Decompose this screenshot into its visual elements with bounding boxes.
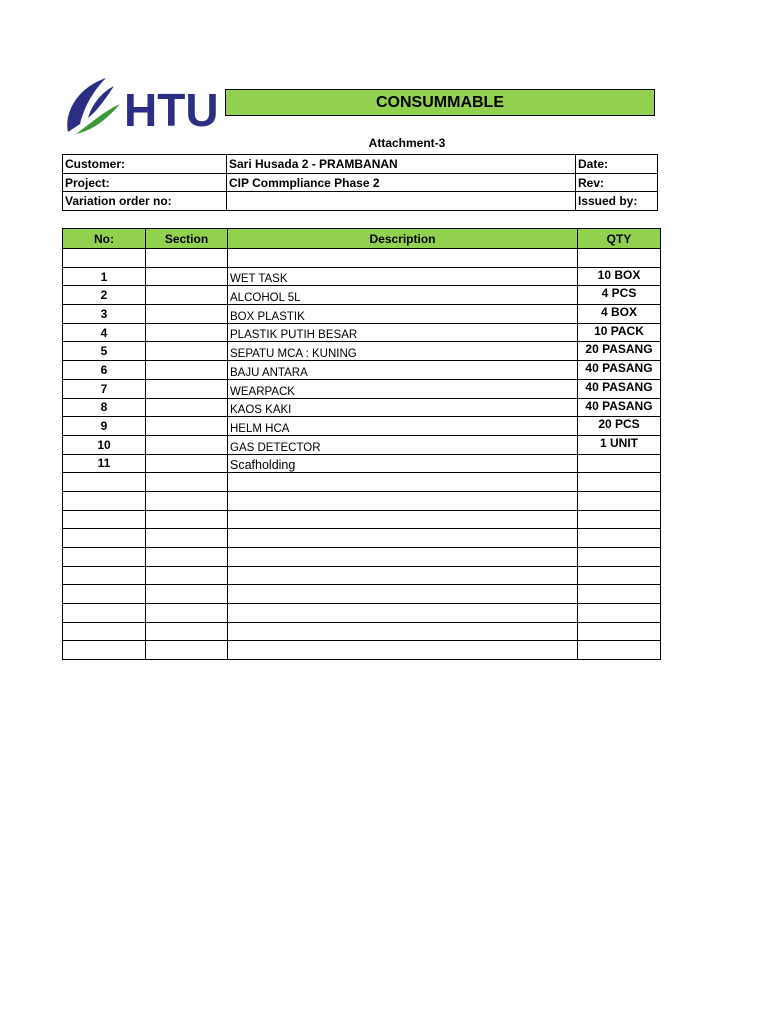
cell-no xyxy=(63,529,146,548)
table-row xyxy=(63,548,661,567)
table-row xyxy=(63,286,661,305)
cell-no xyxy=(63,585,146,604)
table-row xyxy=(63,435,661,454)
cell-section xyxy=(146,585,228,604)
cell-section xyxy=(146,323,228,342)
col-section: Section xyxy=(146,229,228,249)
cell-section xyxy=(146,417,228,436)
col-no: No: xyxy=(63,229,146,249)
cell-description xyxy=(228,249,578,268)
table-row xyxy=(63,379,661,398)
rev-label: Rev: xyxy=(576,173,658,192)
cell-qty xyxy=(578,454,661,473)
cell-description xyxy=(228,510,578,529)
cell-description xyxy=(228,641,578,660)
project-row xyxy=(63,173,658,192)
table-row xyxy=(63,417,661,436)
cell-qty xyxy=(578,548,661,567)
title-text: CONSUMMABLE xyxy=(376,93,504,111)
cell-no xyxy=(63,641,146,660)
customer-value: Sari Husada 2 - PRAMBANAN xyxy=(227,155,576,174)
cell-qty xyxy=(578,641,661,660)
table-row xyxy=(63,529,661,548)
cell-description: Scafholding xyxy=(228,454,578,473)
cell-section xyxy=(146,491,228,510)
cell-no: 7 xyxy=(63,379,146,398)
table-row xyxy=(63,641,661,660)
cell-qty xyxy=(578,585,661,604)
cell-no xyxy=(63,548,146,567)
document-title xyxy=(225,89,655,116)
cell-qty: 40 PASANG xyxy=(578,361,661,380)
cell-qty: 20 PASANG xyxy=(578,342,661,361)
cell-description: BOX PLASTIK xyxy=(228,305,578,324)
table-row xyxy=(63,510,661,529)
cell-qty: 4 BOX xyxy=(578,305,661,324)
cell-description xyxy=(228,585,578,604)
project-label: Project: xyxy=(63,173,227,192)
cell-qty xyxy=(578,510,661,529)
cell-section xyxy=(146,435,228,454)
cell-section xyxy=(146,379,228,398)
cell-no: 9 xyxy=(63,417,146,436)
cell-qty xyxy=(578,529,661,548)
cell-qty xyxy=(578,491,661,510)
cell-section xyxy=(146,398,228,417)
cell-qty: 1 UNIT xyxy=(578,435,661,454)
cell-qty xyxy=(578,566,661,585)
cell-qty: 10 BOX xyxy=(578,267,661,286)
cell-qty: 40 PASANG xyxy=(578,379,661,398)
cell-description xyxy=(228,604,578,623)
cell-qty xyxy=(578,249,661,268)
cell-qty: 4 PCS xyxy=(578,286,661,305)
table-row xyxy=(63,342,661,361)
col-description: Description xyxy=(228,229,578,249)
info-table xyxy=(62,154,658,211)
issued-label: Issued by: xyxy=(576,192,658,211)
table-row xyxy=(63,305,661,324)
cell-section xyxy=(146,305,228,324)
cell-description xyxy=(228,548,578,567)
table-row xyxy=(63,604,661,623)
items-body xyxy=(63,249,661,660)
cell-no: 5 xyxy=(63,342,146,361)
cell-section xyxy=(146,342,228,361)
cell-description: ALCOHOL 5L xyxy=(228,286,578,305)
table-row xyxy=(63,585,661,604)
cell-no: 11 xyxy=(63,454,146,473)
table-row xyxy=(63,361,661,380)
cell-section xyxy=(146,267,228,286)
cell-no: 3 xyxy=(63,305,146,324)
table-row xyxy=(63,454,661,473)
cell-qty: 40 PASANG xyxy=(578,398,661,417)
logo-text: HTU xyxy=(124,84,219,136)
attachment-label: Attachment-3 xyxy=(368,136,446,150)
cell-section xyxy=(146,622,228,641)
items-table xyxy=(62,228,661,660)
date-label: Date: xyxy=(576,155,658,174)
table-row xyxy=(63,566,661,585)
cell-no xyxy=(63,604,146,623)
htu-logo xyxy=(62,74,219,138)
htu-logo-icon xyxy=(62,74,219,138)
cell-no xyxy=(63,491,146,510)
table-row xyxy=(63,323,661,342)
table-row xyxy=(63,622,661,641)
table-row xyxy=(63,267,661,286)
cell-description xyxy=(228,566,578,585)
cell-no xyxy=(63,473,146,492)
cell-section xyxy=(146,529,228,548)
cell-section xyxy=(146,641,228,660)
cell-no xyxy=(63,622,146,641)
cell-section xyxy=(146,249,228,268)
cell-no xyxy=(63,249,146,268)
cell-description: GAS DETECTOR xyxy=(228,435,578,454)
cell-description: WET TASK xyxy=(228,267,578,286)
cell-description: HELM HCA xyxy=(228,417,578,436)
cell-section xyxy=(146,604,228,623)
table-header-row xyxy=(63,229,661,249)
cell-no: 4 xyxy=(63,323,146,342)
cell-no: 6 xyxy=(63,361,146,380)
cell-description xyxy=(228,622,578,641)
table-row xyxy=(63,473,661,492)
cell-no: 1 xyxy=(63,267,146,286)
table-row xyxy=(63,249,661,268)
cell-no: 8 xyxy=(63,398,146,417)
col-qty: QTY xyxy=(578,229,661,249)
cell-qty xyxy=(578,604,661,623)
cell-no xyxy=(63,566,146,585)
cell-qty: 10 PACK xyxy=(578,323,661,342)
cell-description: WEARPACK xyxy=(228,379,578,398)
cell-section xyxy=(146,548,228,567)
customer-row xyxy=(63,155,658,174)
cell-no xyxy=(63,510,146,529)
table-row xyxy=(63,491,661,510)
customer-label: Customer: xyxy=(63,155,227,174)
cell-section xyxy=(146,361,228,380)
cell-qty xyxy=(578,622,661,641)
table-row xyxy=(63,398,661,417)
variation-row xyxy=(63,192,658,211)
cell-section xyxy=(146,566,228,585)
project-value: CIP Commpliance Phase 2 xyxy=(227,173,576,192)
cell-description: KAOS KAKI xyxy=(228,398,578,417)
cell-section xyxy=(146,454,228,473)
cell-description xyxy=(228,491,578,510)
cell-qty xyxy=(578,473,661,492)
cell-section xyxy=(146,473,228,492)
cell-no: 10 xyxy=(63,435,146,454)
cell-qty: 20 PCS xyxy=(578,417,661,436)
cell-section xyxy=(146,510,228,529)
cell-no: 2 xyxy=(63,286,146,305)
cell-description: PLASTIK PUTIH BESAR xyxy=(228,323,578,342)
variation-value xyxy=(227,192,576,211)
cell-description xyxy=(228,473,578,492)
variation-label: Variation order no: xyxy=(63,192,227,211)
cell-description xyxy=(228,529,578,548)
cell-section xyxy=(146,286,228,305)
cell-description: BAJU ANTARA xyxy=(228,361,578,380)
cell-description: SEPATU MCA : KUNING xyxy=(228,342,578,361)
